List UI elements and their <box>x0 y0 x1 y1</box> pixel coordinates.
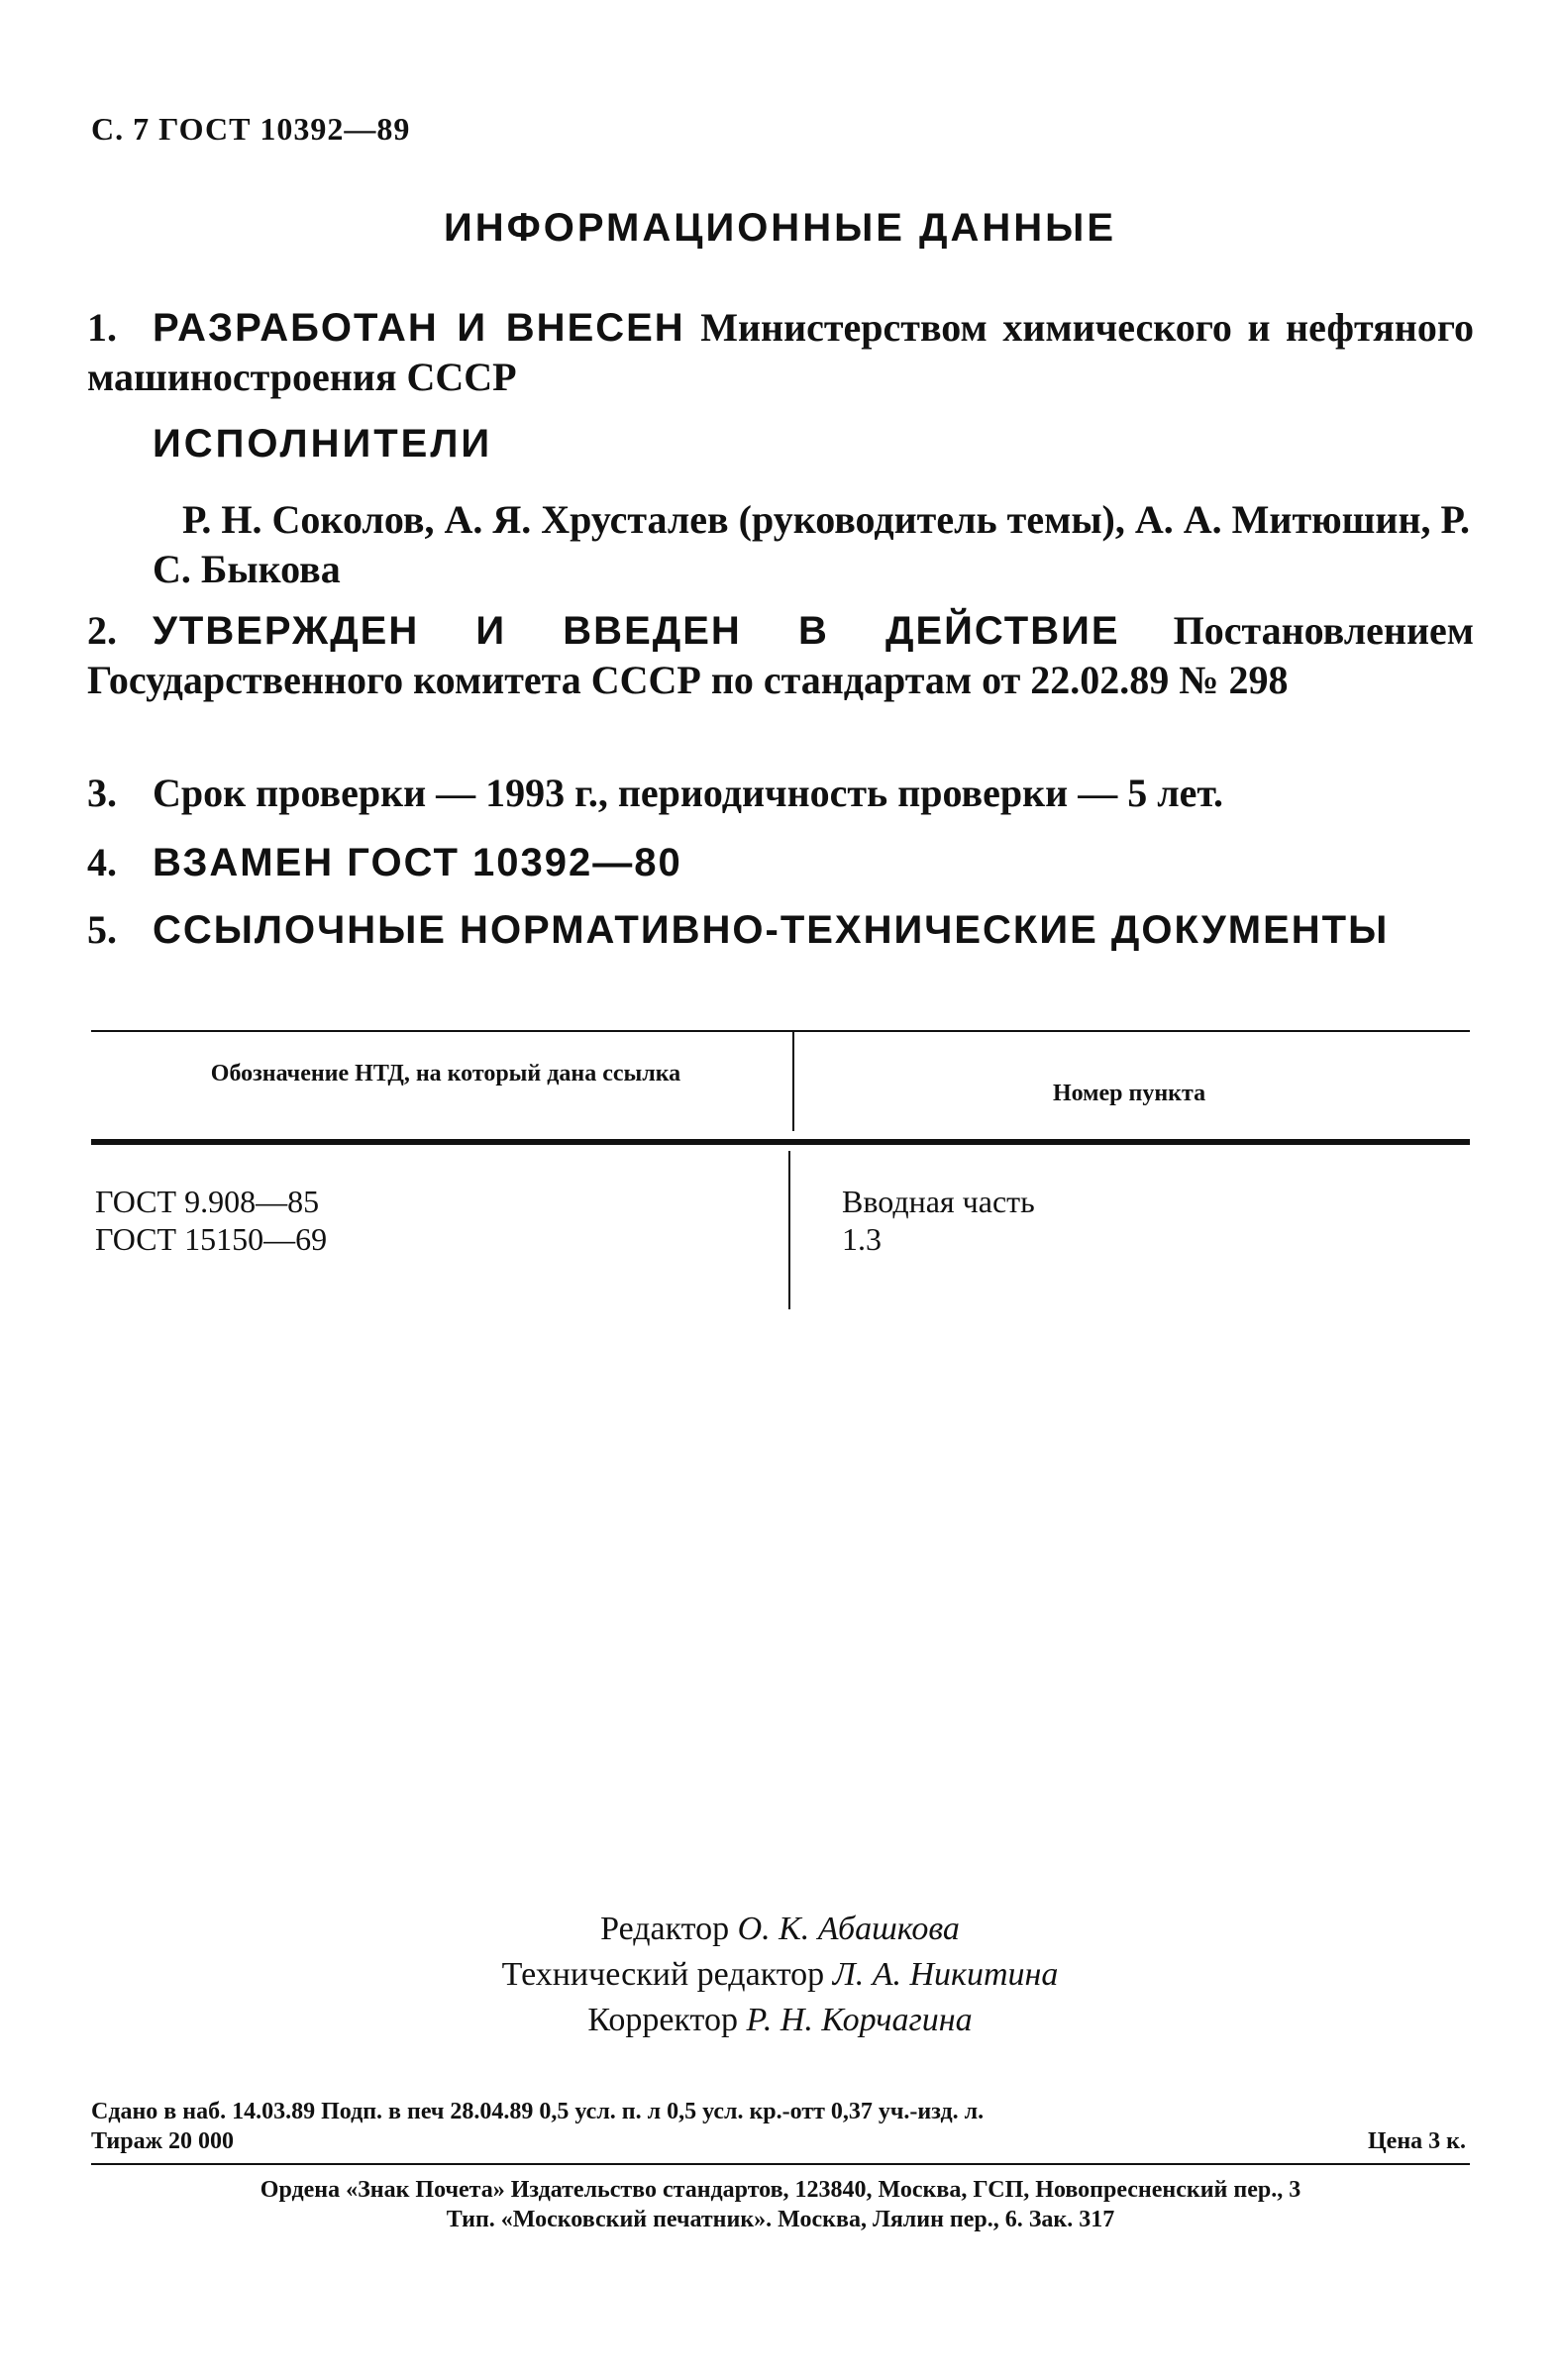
item-number: 3. <box>87 771 117 815</box>
corrector-line <box>0 1998 1560 2043</box>
item-text: Постановлением Государственного комитета СССР по стандартам от 22.02.89 № 298 <box>87 608 1474 702</box>
item-caps: ССЫЛОЧНЫЕ НОРМАТИВНО-ТЕХНИЧЕСКИЕ ДОКУМЕНТЫ <box>153 908 1390 952</box>
editor-name: О. К. Абашкова <box>737 1911 960 1947</box>
item-replaces <box>87 838 1474 887</box>
item-review-period <box>87 769 1474 818</box>
item-number: 1. <box>87 305 117 350</box>
item-text: Министерством химического и нефтяного машиностроения СССР <box>87 305 1474 399</box>
table-cell-clause: 1.3 <box>842 1221 882 1257</box>
table-body-divider <box>788 1151 790 1309</box>
corrector-label: Корректор <box>587 2002 738 2038</box>
page-header: С. 7 ГОСТ 10392—89 <box>91 111 411 147</box>
performers-list <box>153 495 1474 594</box>
editor-label: Редактор <box>600 1911 730 1947</box>
document-title: ИНФОРМАЦИОННЫЕ ДАННЫЕ <box>443 206 1117 250</box>
item-number: 4. <box>87 840 117 884</box>
tech-editor-line <box>0 1952 1560 1998</box>
item-caps: РАЗРАБОТАН И ВНЕСЕН <box>153 306 685 350</box>
editors-block <box>0 1907 1560 2043</box>
table-header-designation: Обозначение НТД, на который дана ссылка <box>210 1061 681 1087</box>
imprint-line-1: Сдано в наб. 14.03.89 Подп. в печ 28.04.89 0,5 усл. п. л 0,5 усл. кр.-отт 0,37 уч.-изд. л. <box>91 2099 985 2124</box>
performers-heading: ИСПОЛНИТЕЛИ <box>153 422 493 466</box>
publisher-line: Ордена «Знак Почета» Издательство стандартов, 123840, Москва, ГСП, Новопресненский пер., 3 <box>260 2177 1301 2203</box>
imprint-price: Цена 3 к. <box>1368 2128 1466 2154</box>
imprint-circulation: Тираж 20 000 <box>91 2128 234 2154</box>
item-number: 5. <box>87 907 117 952</box>
tech-editor-label: Технический редактор <box>501 1956 825 1993</box>
table-cell-doc: ГОСТ 15150—69 <box>95 1221 328 1257</box>
item-text: Срок проверки — 1993 г., периодичность проверки — 5 лет. <box>153 771 1224 815</box>
performers-names: Р. Н. Соколов, А. Я. Хрусталев (руководитель темы), А. А. Митюшин, Р. С. Быкова <box>153 497 1470 591</box>
item-caps: ВЗАМЕН ГОСТ 10392—80 <box>153 841 682 884</box>
table-cell-doc: ГОСТ 9.908—85 <box>95 1184 320 1219</box>
corrector-name: Р. Н. Корчагина <box>746 2002 973 2038</box>
item-caps: УТВЕРЖДЕН И ВВЕДЕН В ДЕЙСТВИЕ <box>153 609 1120 653</box>
editor-line <box>0 1907 1560 1952</box>
table-header-rule <box>91 1139 1470 1145</box>
item-developed <box>87 303 1474 402</box>
table-cell-clause: Вводная часть <box>842 1184 1035 1219</box>
table-header-divider <box>792 1032 794 1131</box>
printer-line: Тип. «Московский печатник». Москва, Лялин пер., 6. Зак. 317 <box>446 2207 1115 2232</box>
table-top-rule <box>91 1030 1470 1032</box>
item-number: 2. <box>87 608 117 653</box>
item-references <box>87 905 1474 955</box>
imprint-rule <box>91 2163 1470 2165</box>
item-approved <box>87 606 1474 705</box>
tech-editor-name: Л. А. Никитина <box>832 1956 1059 1993</box>
table-header-clause: Номер пункта <box>1052 1081 1206 1106</box>
